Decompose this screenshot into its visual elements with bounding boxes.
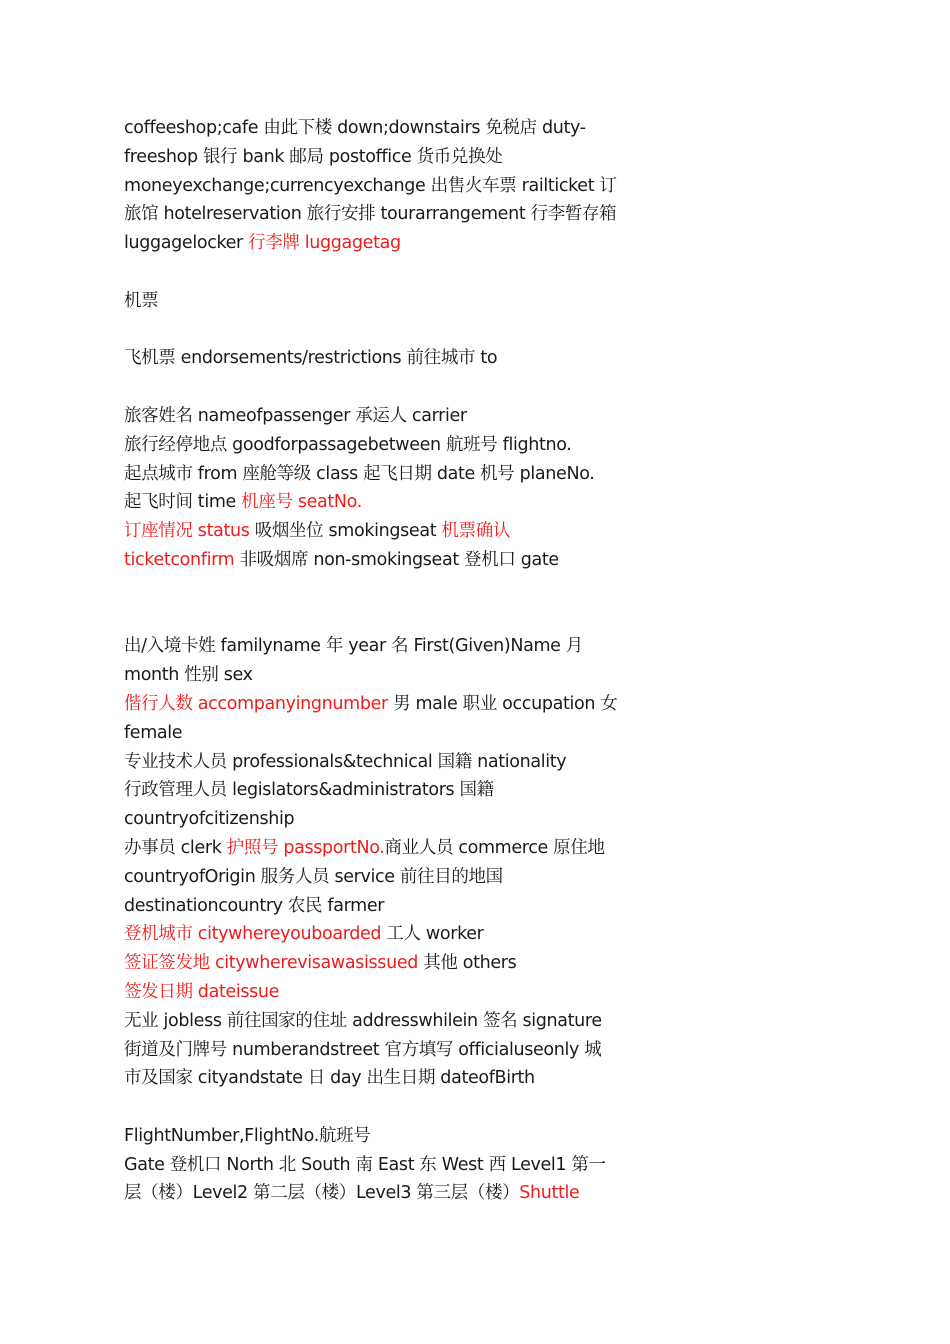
text-line [124, 200, 644, 229]
text-line [124, 402, 644, 431]
text-line [124, 661, 644, 690]
blank-line [124, 258, 644, 287]
body-text: moneyexchange;currencyexchange 出售火车票 railticket 订 [124, 175, 617, 196]
body-text: 旅客姓名 nameofpassenger 承运人 carrier [124, 405, 467, 426]
document-page [124, 114, 644, 1208]
text-line [124, 719, 644, 748]
text-line [124, 287, 644, 316]
text-line [124, 517, 644, 546]
body-text: 起点城市 from 座舱等级 class 起飞日期 date 机号 planeNo. [124, 463, 595, 484]
text-line [124, 229, 644, 258]
body-text: 街道及门牌号 numberandstreet 官方填写 officialuseonly 城 [124, 1039, 602, 1060]
text-line [124, 431, 644, 460]
body-text: 市及国家 cityandstate 日 day 出生日期 dateofBirth [124, 1068, 535, 1089]
text-line [124, 834, 644, 863]
body-text: 吸烟坐位 smokingseat [254, 521, 442, 542]
body-text: 非吸烟席 non-smokingseat 登机口 gate [239, 549, 559, 570]
text-line [124, 863, 644, 892]
highlighted-text: 护照号 passportNo. [226, 837, 385, 858]
text-line [124, 1151, 644, 1180]
body-text: Gate 登机口 North 北 South 南 East 东 West 西 Level1 第一 [124, 1154, 606, 1175]
body-text: 工人 worker [386, 924, 484, 945]
body-text: destinationcountry 农民 farmer [124, 895, 385, 916]
body-text: 机票 [124, 290, 159, 311]
body-text: FlightNumber,FlightNo.航班号 [124, 1125, 371, 1146]
body-text: 办事员 clerk [124, 837, 227, 858]
text-line [124, 892, 644, 921]
text-line [124, 920, 644, 949]
highlighted-text: 签发日期 dateissue [124, 981, 280, 1002]
body-text: countryofcitizenship [124, 809, 295, 830]
body-text: luggagelocker [124, 233, 249, 254]
text-line [124, 776, 644, 805]
text-line [124, 1179, 644, 1208]
text-line [124, 632, 644, 661]
text-line [124, 978, 644, 1007]
text-line [124, 546, 644, 575]
text-line [124, 748, 644, 777]
body-text: 专业技术人员 professionals&technical 国籍 nationality [124, 751, 567, 772]
body-text: 出/入境卡姓 familyname 年 year 名 First(Given)Name 月 [124, 636, 583, 657]
body-text: 旅行经停地点 goodforpassagebetween 航班号 flightno. [124, 434, 572, 455]
highlighted-text: Shuttle [519, 1183, 580, 1204]
highlighted-text: 机票确认 [441, 521, 511, 542]
text-line [124, 344, 644, 373]
highlighted-text: 登机城市 citywhereyouboarded [124, 924, 387, 945]
text-line [124, 1036, 644, 1065]
body-text: 旅馆 hotelreservation 旅行安排 tourarrangement 行李暂存箱 [124, 204, 617, 225]
text-line [124, 949, 644, 978]
body-text: 无业 jobless 前往国家的住址 addresswhilein 签名 signature [124, 1010, 602, 1031]
body-text: month 性别 sex [124, 665, 253, 686]
text-line [124, 488, 644, 517]
body-text: female [124, 722, 183, 743]
text-line [124, 805, 644, 834]
blank-line [124, 316, 644, 345]
highlighted-text: 行李牌 luggagetag [248, 233, 401, 254]
body-text: 男 male 职业 occupation 女 [393, 693, 618, 714]
body-text: 行政管理人员 legislators&administrators 国籍 [124, 780, 494, 801]
highlighted-text: 机座号 seatNo. [241, 492, 362, 513]
highlighted-text: 订座情况 status [124, 521, 255, 542]
body-text: 层（楼）Level2 第二层（楼）Level3 第三层（楼） [124, 1183, 520, 1204]
blank-line [124, 575, 644, 604]
body-text: coffeeshop;cafe 由此下楼 down;downstairs 免税店 duty- [124, 118, 586, 138]
text-line [124, 114, 644, 143]
highlighted-text: 签证签发地 citywherevisawasissued [124, 953, 424, 974]
text-line [124, 1007, 644, 1036]
blank-line [124, 373, 644, 402]
blank-line [124, 1093, 644, 1122]
text-line [124, 690, 644, 719]
highlighted-text: 偕行人数 accompanyingnumber [124, 693, 394, 714]
text-line [124, 172, 644, 201]
highlighted-text: ticketconfirm [124, 549, 240, 570]
body-text: 商业人员 commerce 原住地 [384, 837, 605, 858]
body-text: 飞机票 endorsements/restrictions 前往城市 to [124, 348, 498, 369]
body-text: countryofOrigin 服务人员 service 前往目的地国 [124, 866, 503, 887]
text-line [124, 143, 644, 172]
body-text: 起飞时间 time [124, 492, 242, 513]
text-line [124, 460, 644, 489]
text-line [124, 1122, 644, 1151]
body-text: 其他 others [423, 953, 517, 974]
body-text: freeshop 银行 bank 邮局 postoffice 货币兑换处 [124, 146, 503, 167]
blank-line [124, 604, 644, 633]
text-line [124, 1064, 644, 1093]
